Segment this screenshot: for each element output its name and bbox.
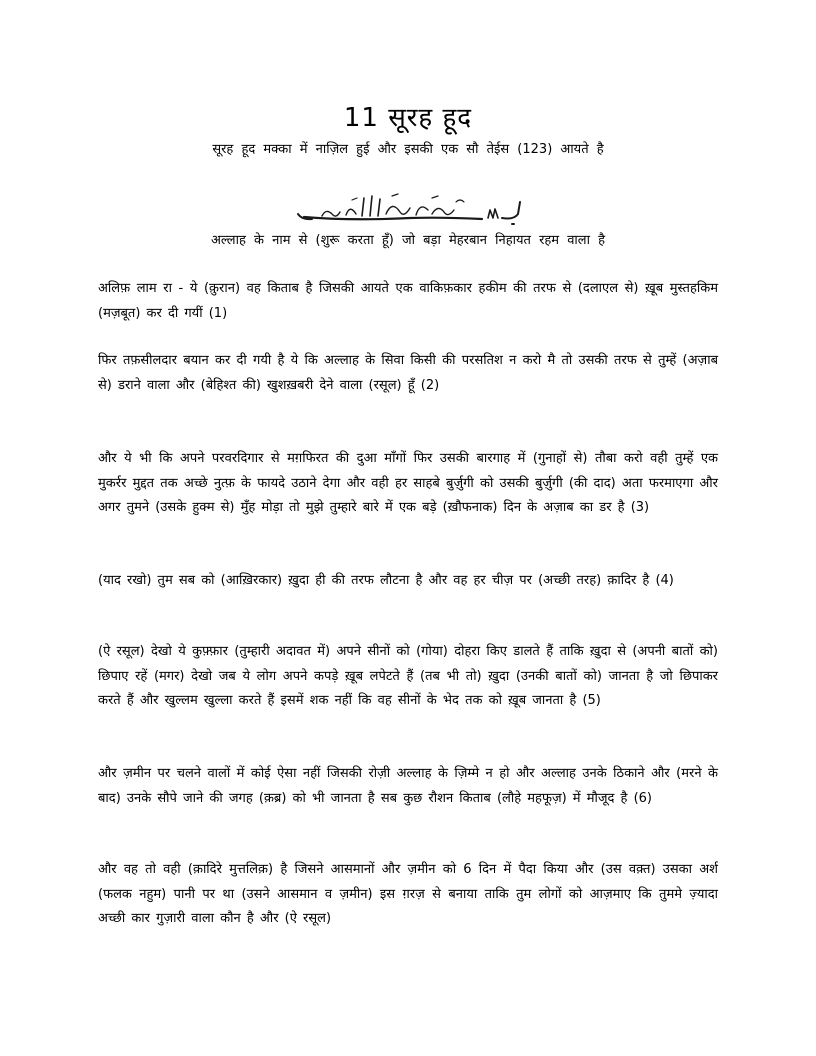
surah-subtitle: सूरह हूद मक्का में नाज़िल हुई और इसकी एक सौ तेईस (123) आयते है [212, 142, 604, 157]
verse-7: और वह तो वही (क़ादिरे मुत्तलिक़) है जिसने आसमानों और ज़मीन को 6 दिन में पैदा किया और (उस वक़्त) उसका अर्श (फलक नहुम) पानी पर था (उसने आसमान व ज़मीन) इस ग़रज़ से बनाया ताकि तुम लोगों को आज़माए कि तुममे ज़्यादा अच्छी कार गुज़ारी वाला कौन है और (ऐ रसूल) [98, 862, 718, 927]
bismillah-calligraphy [292, 190, 532, 226]
verse-2: फिर तफ़सीलदार बयान कर दी गयी है ये कि अल्लाह के सिवा किसी की परसतिश न करो मै तो उसकी तरफ से तुम्हें (अज़ाब से) डराने वाला और (बेहिश्त की) खुशख़बरी देने वाला (रसूल) हूँ (2) [98, 353, 718, 393]
verse-6: और ज़मीन पर चलने वालों में कोई ऐसा नहीं जिसकी रोज़ी अल्लाह के ज़िम्मे न हो और अल्लाह उनके ठिकाने और (मरने के बाद) उनके सौपे जाने की जगह (क़ब्र) को भी जानता है सब कुछ रौशन किताब (लौहे महफूज़) में मौजूद है (6) [98, 766, 718, 806]
surah-title: 11 सूरह हूद [343, 103, 473, 133]
verse-3: और ये भी कि अपने परवरदिगार से मग़फिरत की दुआ माँगों फिर उसकी बारगाह में (गुनाहों से) तौबा करो वही तुम्हें एक मुकर्रर मुद्दत तक अच्छे नुत्फ़ के फायदे उठाने देगा और वही हर साहबे बुर्ज़ुगी को उसकी बुर्ज़ुगी (की दाद) अता फरमाएगा और अगर तुमने (उसके हुक्म से) मुँह मोड़ा तो मुझे तुम्हारे बारे में एक बड़े (ख़ौफनाक) दिन के अज़ाब का डर है (3) [98, 451, 718, 516]
bismillah-translation: अल्लाह के नाम से (शुरू करता हूँ) जो बड़ा मेहरबान निहायत रहम वाला है [210, 233, 606, 248]
verse-5: (ऐ रसूल) देखो ये कुफ़्फ़ार (तुम्हारी अदावत में) अपने सीनों को (गोया) दोहरा किए डालते हैं ताकि ख़ुदा से (अपनी बातों को) छिपाए रहें (मगर) देखो जब ये लोग अपने कपड़े ख़ूब लपेटते हैं (तब भी तो) ख़ुदा (उनकी बातों को) जानता है जो छिपाकर करते हैं और खुल्लम खुल्ला करते हैं इसमें शक नहीं कि वह सीनों के भेद तक को ख़ूब जानता है (5) [98, 644, 718, 709]
verse-1: अलिफ़ लाम रा - ये (क़ुरान) वह किताब है जिसकी आयते एक वाकिफ़कार हकीम की तरफ से (दलाएल से) ख़ूब मुस्तहकिम (मज़बूत) कर दी गयीं (1) [98, 281, 718, 321]
verse-4: (याद रखो) तुम सब को (आख़िरकार) ख़ुदा ही की तरफ लौटना है और वह हर चीज़ पर (अच्छी तरह) क़ादिर है (4) [98, 573, 674, 588]
